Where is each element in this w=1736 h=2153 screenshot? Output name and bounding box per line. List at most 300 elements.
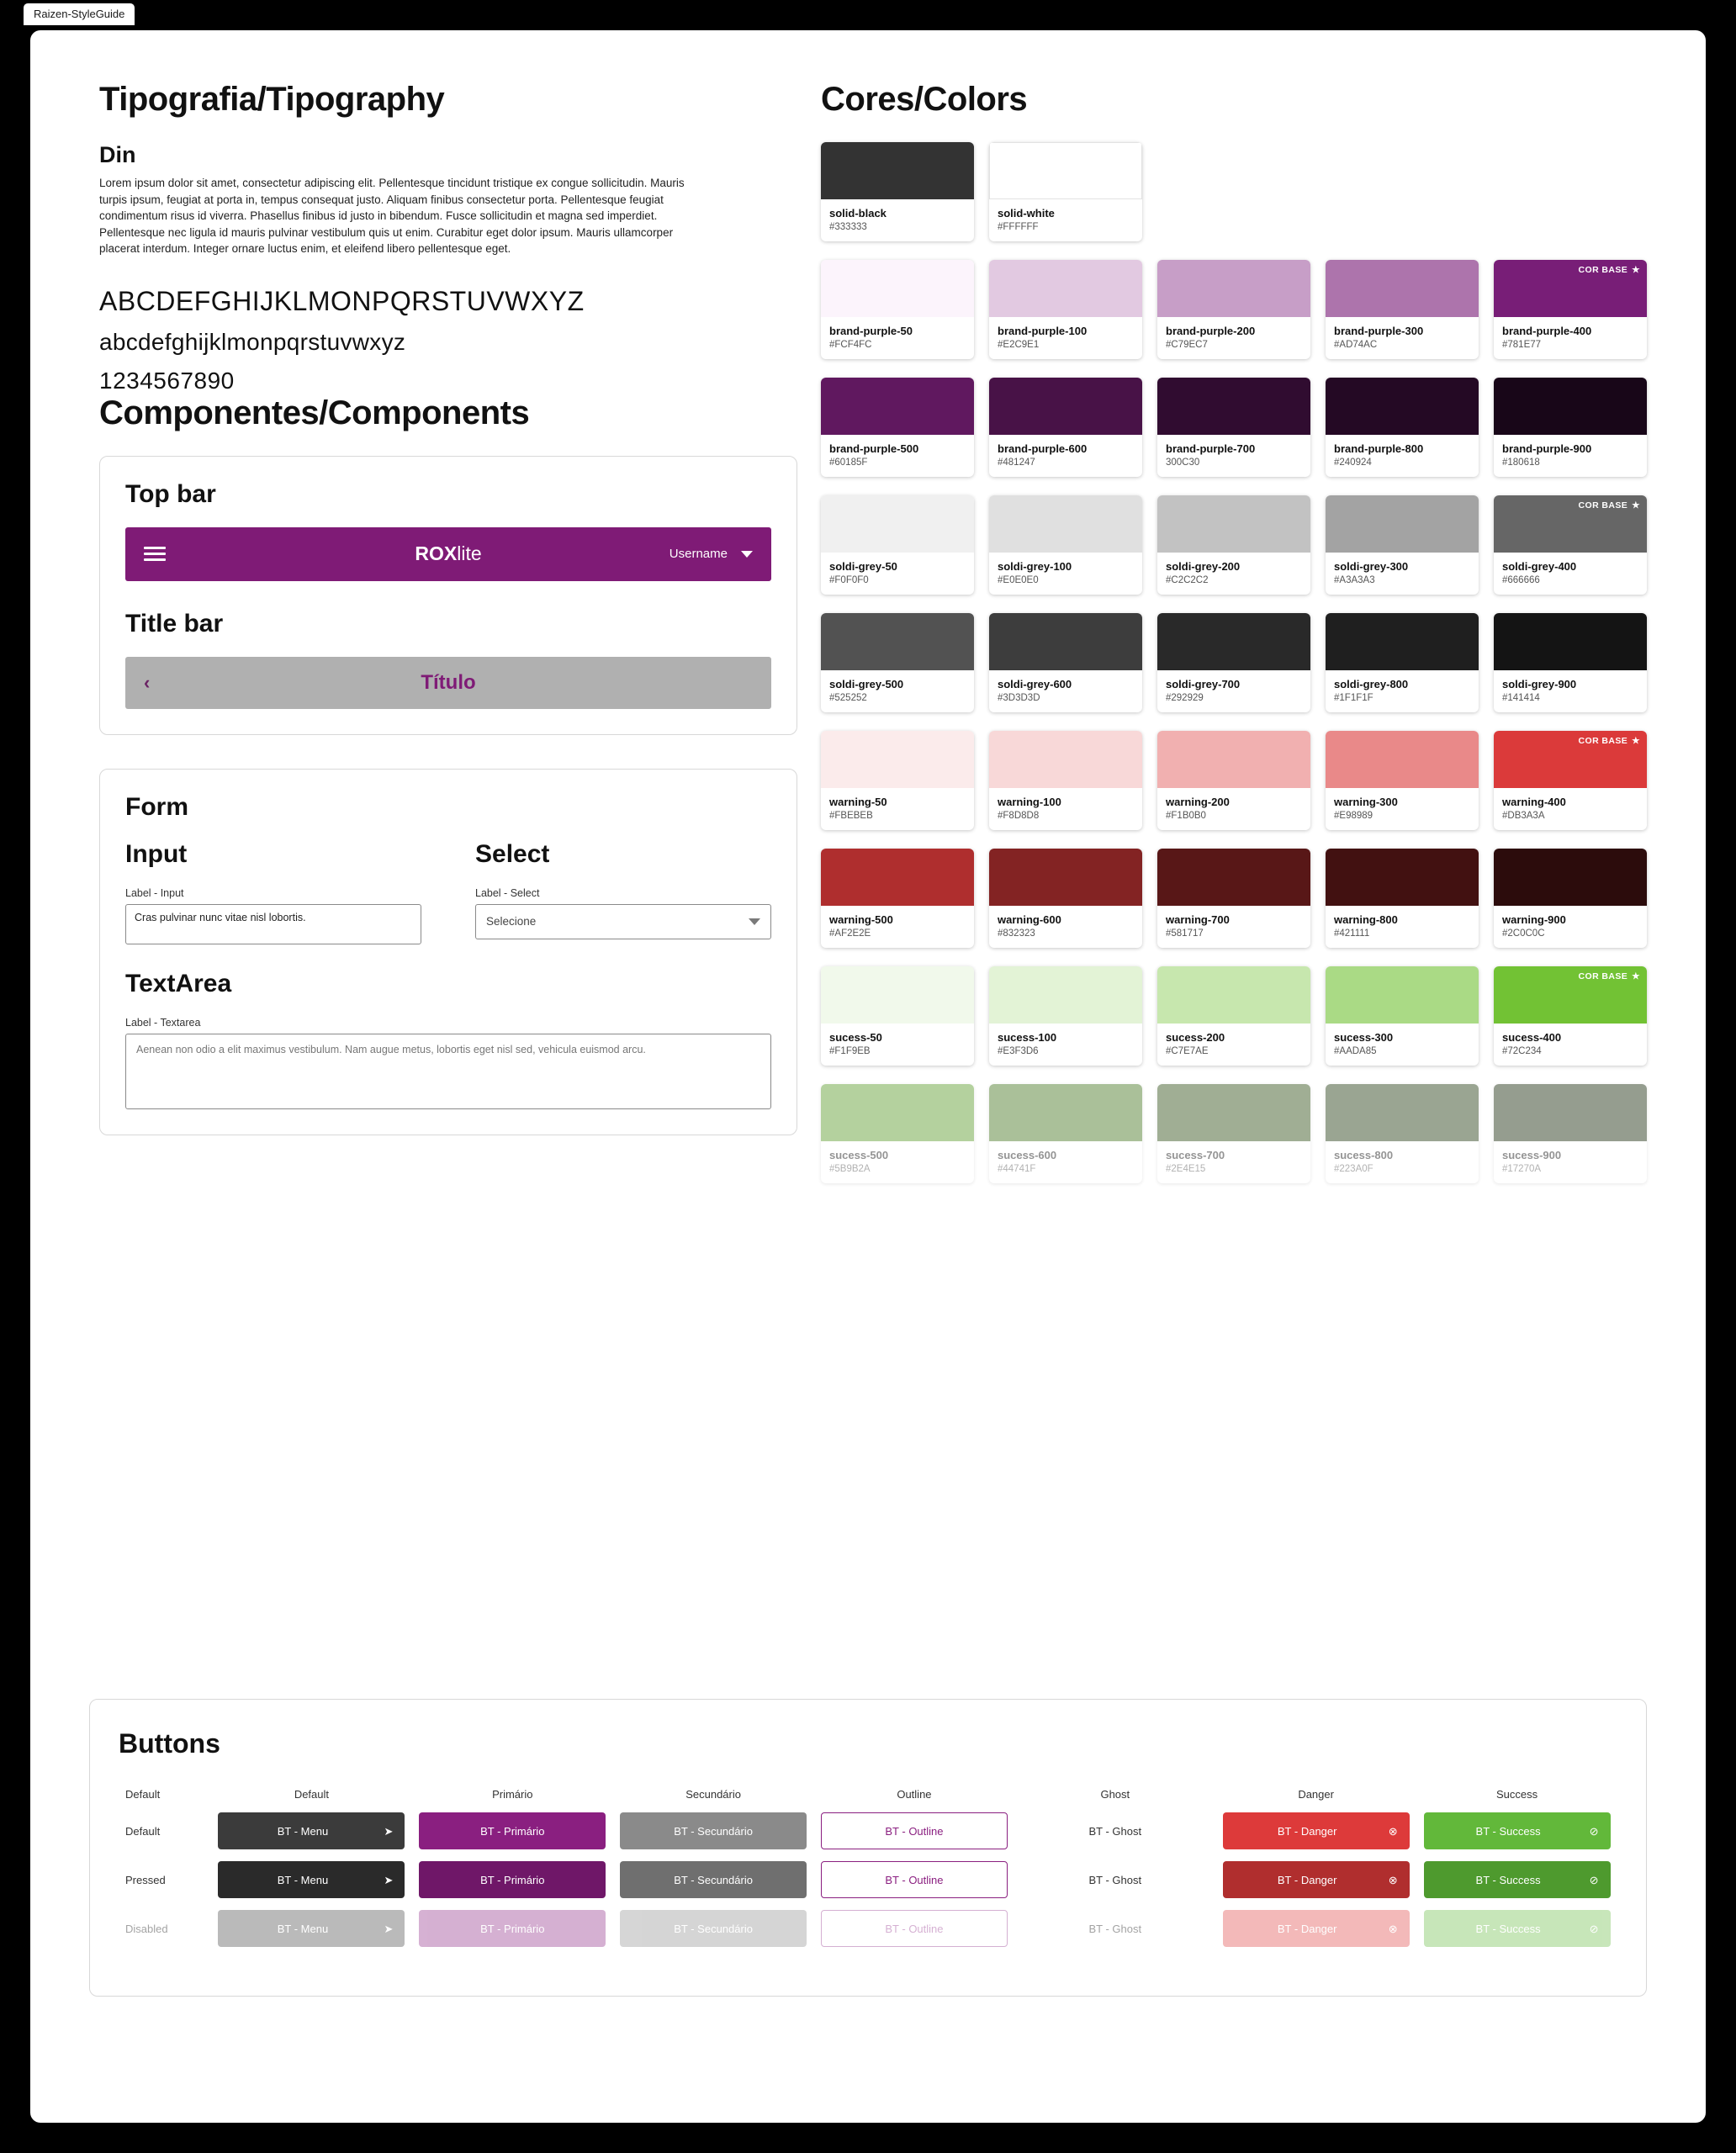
color-hex: #1F1F1F [1334, 693, 1373, 703]
browser-tab[interactable]: Raizen-StyleGuide [24, 3, 135, 25]
cor-base-badge [1579, 971, 1640, 981]
cell-menu-default [211, 1812, 412, 1861]
color-hex: #AF2E2E [829, 928, 871, 939]
color-name: brand-purple-900 [1502, 442, 1592, 455]
color-chip [1494, 966, 1647, 1024]
color-meta [1494, 1024, 1647, 1066]
color-hex: #141414 [1502, 693, 1540, 703]
arrow-right-icon: ➤ [384, 1824, 394, 1838]
color-name: brand-purple-700 [1166, 442, 1256, 455]
button-primary-pressed[interactable] [419, 1861, 606, 1898]
table-row [119, 1812, 1617, 1861]
cor-base-label: COR BASE [1578, 736, 1628, 746]
color-meta [821, 1141, 974, 1183]
button-success-pressed[interactable] [1424, 1861, 1611, 1898]
color-swatch[interactable] [1157, 731, 1310, 830]
cell-menu-disabled [211, 1910, 412, 1959]
check-circle-icon: ⊘ [1589, 1873, 1599, 1886]
color-meta [1157, 435, 1310, 477]
textarea-heading: TextArea [125, 969, 232, 997]
color-hex: #17270A [1502, 1164, 1542, 1174]
chevron-down-icon[interactable] [749, 918, 760, 925]
button-label: BT - Primário [480, 1922, 545, 1935]
column-header-default: Default [294, 1788, 330, 1801]
color-swatch[interactable] [989, 731, 1142, 830]
buttons-table [119, 1788, 1617, 1959]
color-name: soldi-grey-50 [829, 560, 897, 573]
select-heading: Select [475, 839, 550, 868]
glyphs-uppercase: ABCDEFGHIJKLMONPQRSTUVWXYZ [99, 285, 585, 316]
color-swatch[interactable] [989, 966, 1142, 1066]
button-success-default[interactable] [1424, 1812, 1611, 1849]
color-chip [821, 495, 974, 553]
color-name: solid-black [829, 207, 887, 220]
color-chip [1157, 849, 1310, 906]
color-name: warning-500 [829, 913, 893, 926]
color-chip [989, 613, 1142, 670]
form-select-column [475, 840, 771, 944]
color-hex: #E3F3D6 [998, 1046, 1039, 1056]
column-header-danger: Danger [1298, 1788, 1334, 1801]
color-name: brand-purple-300 [1334, 325, 1424, 337]
button-outline-disabled [821, 1910, 1008, 1947]
cor-base-badge [1579, 736, 1640, 746]
color-hex: #C2C2C2 [1166, 575, 1209, 585]
color-hex: #E0E0E0 [998, 575, 1039, 585]
button-outline-pressed[interactable] [821, 1861, 1008, 1898]
color-swatch[interactable] [821, 495, 974, 595]
color-chip [1494, 260, 1647, 317]
cell-secondary-disabled [613, 1910, 814, 1959]
color-swatch[interactable] [821, 613, 974, 712]
color-chip [989, 142, 1142, 199]
button-menu-default[interactable] [218, 1812, 405, 1849]
color-name: brand-purple-50 [829, 325, 913, 337]
input-heading: Input [125, 839, 188, 868]
button-label: BT - Ghost [1088, 1922, 1142, 1935]
color-swatch[interactable] [1157, 1084, 1310, 1183]
title-bar-label: Título [421, 670, 476, 694]
color-chip [1494, 613, 1647, 670]
color-chip [989, 849, 1142, 906]
color-chip [1326, 613, 1479, 670]
color-name: warning-300 [1334, 796, 1398, 808]
color-hex: #FBEBEB [829, 811, 873, 821]
color-name: sucess-300 [1334, 1031, 1394, 1044]
check-circle-icon: ⊘ [1589, 1922, 1599, 1935]
color-hex: #525252 [829, 693, 867, 703]
color-swatch[interactable] [989, 849, 1142, 948]
color-name: sucess-900 [1502, 1149, 1562, 1161]
color-chip [821, 1084, 974, 1141]
color-hex: #2C0C0C [1502, 928, 1545, 939]
color-hex: #223A0F [1334, 1164, 1373, 1174]
cor-base-label: COR BASE [1578, 500, 1628, 510]
color-hex: #DB3A3A [1502, 811, 1545, 821]
titlebar-card-title: Title bar [125, 609, 224, 637]
color-meta [1326, 788, 1479, 830]
color-swatch[interactable] [821, 849, 974, 948]
cor-base-label: COR BASE [1578, 265, 1628, 275]
color-meta [1326, 435, 1479, 477]
color-swatch[interactable] [1157, 378, 1310, 477]
color-meta [1494, 553, 1647, 595]
color-chip [1157, 731, 1310, 788]
cancel-icon: ⊗ [1388, 1922, 1398, 1935]
colors-heading: Cores/Colors [821, 81, 1028, 118]
color-swatch[interactable] [1326, 260, 1479, 359]
color-meta [989, 1141, 1142, 1183]
color-name: warning-700 [1166, 913, 1230, 926]
color-chip [1157, 378, 1310, 435]
color-name: warning-50 [829, 796, 887, 808]
form-card [99, 769, 797, 1135]
color-name: brand-purple-800 [1334, 442, 1424, 455]
color-chip [1157, 495, 1310, 553]
button-danger-disabled [1223, 1910, 1410, 1947]
cell-primary-disabled [412, 1910, 613, 1959]
button-label: BT - Success [1475, 1873, 1541, 1886]
cell-primary-default [412, 1812, 613, 1861]
color-row [821, 378, 1662, 477]
color-swatch-container [821, 142, 1662, 1183]
color-chip [1157, 1084, 1310, 1141]
cell-success-pressed [1416, 1861, 1617, 1910]
color-swatch[interactable] [989, 378, 1142, 477]
color-chip [1326, 731, 1479, 788]
color-swatch[interactable] [1157, 613, 1310, 712]
color-meta [1326, 1141, 1479, 1183]
cancel-icon: ⊗ [1388, 1873, 1398, 1886]
color-name: brand-purple-100 [998, 325, 1088, 337]
topbar-card [99, 456, 797, 735]
left-column [99, 81, 797, 1169]
cell-menu-pressed [211, 1861, 412, 1910]
color-hex: #333333 [829, 222, 867, 232]
cell-ghost-default [1014, 1812, 1215, 1861]
color-swatch[interactable] [1326, 613, 1479, 712]
button-label: BT - Secundário [674, 1922, 753, 1935]
button-label: BT - Outline [885, 1824, 944, 1838]
color-swatch[interactable] [1494, 378, 1647, 477]
button-secondary-disabled [620, 1910, 807, 1947]
color-meta [989, 317, 1142, 359]
color-swatch[interactable] [1326, 849, 1479, 948]
color-meta [1157, 317, 1310, 359]
color-swatch[interactable] [1326, 731, 1479, 830]
select-label: Label - Select [475, 886, 540, 899]
color-name: sucess-800 [1334, 1149, 1394, 1161]
color-swatch[interactable] [1494, 1084, 1647, 1183]
textarea-input[interactable]: Aenean non odio a elit maximus vestibulum. Nam augue metus, lobortis eget nisl sed, vehicula euismod arcu. [125, 1034, 771, 1109]
color-swatch[interactable] [989, 613, 1142, 712]
color-chip [989, 495, 1142, 553]
color-row [821, 966, 1662, 1066]
state-label-default: Default [125, 1824, 161, 1838]
color-meta [989, 670, 1142, 712]
color-hex: #781E77 [1502, 340, 1542, 350]
color-chip [821, 731, 974, 788]
button-label: BT - Success [1475, 1922, 1541, 1935]
chevron-down-icon[interactable] [741, 551, 753, 558]
color-chip [989, 378, 1142, 435]
color-name: sucess-100 [998, 1031, 1057, 1044]
color-hex: #60185F [829, 458, 868, 468]
color-swatch[interactable] [1326, 966, 1479, 1066]
button-ghost-pressed[interactable] [1022, 1861, 1209, 1898]
cell-success-default [1416, 1812, 1617, 1861]
color-name: soldi-grey-200 [1166, 560, 1241, 573]
color-hex: #F8D8D8 [998, 811, 1040, 821]
color-hex: #44741F [998, 1164, 1036, 1174]
color-chip [1326, 966, 1479, 1024]
buttons-title: Buttons [119, 1728, 220, 1759]
star-icon: ★ [1632, 971, 1640, 981]
color-name: sucess-500 [829, 1149, 889, 1161]
color-row [821, 142, 1662, 241]
color-name: soldi-grey-600 [998, 678, 1072, 690]
color-swatch[interactable] [821, 142, 974, 241]
color-swatch[interactable] [821, 260, 974, 359]
button-outline-default[interactable] [821, 1812, 1008, 1849]
button-danger-default[interactable] [1223, 1812, 1410, 1849]
textarea-label: Label - Textarea [125, 1016, 201, 1029]
color-swatch[interactable] [989, 260, 1142, 359]
style-guide-page [30, 30, 1706, 2123]
button-secondary-pressed[interactable] [620, 1861, 807, 1898]
color-meta [1326, 1024, 1479, 1066]
arrow-right-icon: ➤ [384, 1922, 394, 1935]
cell-ghost-disabled [1014, 1910, 1215, 1959]
color-hex: #F0F0F0 [829, 575, 869, 585]
color-swatch[interactable] [1494, 966, 1647, 1066]
button-label: BT - Ghost [1088, 1824, 1142, 1838]
color-meta [989, 435, 1142, 477]
color-meta [1494, 435, 1647, 477]
color-meta [989, 788, 1142, 830]
top-bar-component[interactable] [125, 527, 771, 581]
color-swatch[interactable] [1494, 731, 1647, 830]
button-label: BT - Menu [277, 1922, 329, 1935]
button-success-disabled [1424, 1910, 1611, 1947]
color-meta [1494, 1141, 1647, 1183]
title-bar-component [125, 657, 771, 709]
button-label: BT - Menu [277, 1824, 329, 1838]
button-label: BT - Danger [1277, 1873, 1337, 1886]
color-hex: #3D3D3D [998, 693, 1040, 703]
color-hex: #292929 [1166, 693, 1204, 703]
color-swatch[interactable] [1326, 378, 1479, 477]
color-meta [1326, 670, 1479, 712]
form-card-title: Form [125, 792, 188, 821]
color-row [821, 731, 1662, 830]
color-swatch[interactable] [989, 142, 1142, 241]
color-swatch[interactable] [821, 966, 974, 1066]
color-name: soldi-grey-900 [1502, 678, 1577, 690]
state-label-pressed: Pressed [125, 1873, 166, 1886]
cell-ghost-pressed [1014, 1861, 1215, 1910]
button-label: BT - Success [1475, 1824, 1541, 1838]
color-hex: #832323 [998, 928, 1035, 939]
color-meta [1494, 670, 1647, 712]
font-name: Din [99, 142, 136, 167]
button-danger-pressed[interactable] [1223, 1861, 1410, 1898]
color-name: warning-800 [1334, 913, 1398, 926]
color-hex: #FFFFFF [998, 222, 1039, 232]
color-swatch[interactable] [821, 378, 974, 477]
cell-outline-default [814, 1812, 1015, 1861]
color-meta [1326, 553, 1479, 595]
color-swatch[interactable] [1157, 966, 1310, 1066]
color-name: brand-purple-500 [829, 442, 919, 455]
cell-danger-default [1215, 1812, 1416, 1861]
color-chip [821, 142, 974, 199]
column-header-outline: Outline [897, 1788, 932, 1801]
button-label: BT - Danger [1277, 1824, 1337, 1838]
color-chip [989, 966, 1142, 1024]
color-name: soldi-grey-500 [829, 678, 904, 690]
text-input[interactable]: Cras pulvinar nunc vitae nisl lobortis. [125, 904, 421, 944]
color-chip [1157, 966, 1310, 1024]
color-swatch[interactable] [1494, 260, 1647, 359]
color-meta [1157, 1141, 1310, 1183]
table-row [119, 1910, 1617, 1959]
color-swatch[interactable] [1326, 495, 1479, 595]
user-menu[interactable] [670, 547, 753, 561]
button-primary-disabled [419, 1910, 606, 1947]
glyphs-lowercase: abcdefghijklmonpqrstuvwxyz [99, 328, 406, 355]
right-column [821, 81, 1662, 1202]
color-swatch[interactable] [989, 495, 1142, 595]
select-value: Selecione [486, 915, 537, 928]
color-row [821, 260, 1662, 359]
button-menu-pressed[interactable] [218, 1861, 405, 1898]
color-swatch[interactable] [821, 1084, 974, 1183]
column-header-ghost: Ghost [1100, 1788, 1130, 1801]
cell-secondary-default [613, 1812, 814, 1861]
color-swatch[interactable] [989, 1084, 1142, 1183]
table-row [119, 1861, 1617, 1910]
color-hex: #C79EC7 [1166, 340, 1208, 350]
color-hex: #AD74AC [1334, 340, 1378, 350]
check-circle-icon: ⊘ [1589, 1824, 1599, 1838]
color-swatch[interactable] [1157, 849, 1310, 948]
color-name: warning-400 [1502, 796, 1566, 808]
color-chip [821, 260, 974, 317]
hamburger-menu-icon[interactable] [144, 543, 166, 564]
button-ghost-default[interactable] [1022, 1812, 1209, 1849]
cor-base-badge [1579, 265, 1640, 275]
button-label: BT - Menu [277, 1873, 329, 1886]
color-hex: #E2C9E1 [998, 340, 1040, 350]
color-swatch[interactable] [1157, 495, 1310, 595]
button-secondary-default[interactable] [620, 1812, 807, 1849]
color-swatch[interactable] [1157, 260, 1310, 359]
form-input-column [125, 840, 421, 944]
color-meta [821, 670, 974, 712]
color-hex: #E98989 [1334, 811, 1373, 821]
color-swatch[interactable] [1326, 1084, 1479, 1183]
cell-danger-pressed [1215, 1861, 1416, 1910]
color-hex: #180618 [1502, 458, 1540, 468]
form-grid [125, 840, 771, 944]
color-row [821, 1084, 1662, 1183]
color-meta [821, 317, 974, 359]
logo-bold-text: ROX [415, 542, 458, 565]
color-hex: #F1F9EB [829, 1046, 871, 1056]
color-swatch[interactable] [821, 731, 974, 830]
cell-outline-disabled [814, 1910, 1015, 1959]
color-swatch[interactable] [1494, 613, 1647, 712]
typography-heading: Tipografia/Tipography [99, 81, 445, 118]
color-meta [1157, 788, 1310, 830]
color-meta [989, 906, 1142, 948]
color-meta [1157, 553, 1310, 595]
color-chip [1326, 849, 1479, 906]
color-chip [821, 849, 974, 906]
color-chip [821, 378, 974, 435]
color-name: brand-purple-400 [1502, 325, 1592, 337]
logo-light-text: lite [457, 542, 482, 565]
color-hex: #AADA85 [1334, 1046, 1377, 1056]
color-hex: #A3A3A3 [1334, 575, 1375, 585]
color-meta [821, 906, 974, 948]
color-chip [989, 260, 1142, 317]
color-hex: #F1B0B0 [1166, 811, 1206, 821]
cell-success-disabled [1416, 1910, 1617, 1959]
color-chip [1157, 613, 1310, 670]
lorem-paragraph: Lorem ipsum dolor sit amet, consectetur adipiscing elit. Pellentesque tincidunt tristique ex congue sollicitudin. Mauris turpis ipsum, feugiat at porta in, tempus consequat justo. Aliquam finibus consectetur porta. Pellentesque feugiat condimentum risus id viverra. Phasellus finibus id justo in bibendum. Fusce sollicitudin et magna sed imperdiet. Pellentesque nec ligula id mauris pulvinar vestibulum quis ut enim. Curabitur eget dolor ipsum. Mauris ullamcorper placerat interdum. Integer ornare luctus enim, et eleifend libero pellentesque eget. [99, 177, 685, 256]
button-label: BT - Primário [480, 1824, 545, 1838]
color-meta [821, 199, 974, 241]
button-label: BT - Ghost [1088, 1873, 1142, 1886]
color-row [821, 495, 1662, 595]
buttons-card [89, 1699, 1647, 1997]
color-name: brand-purple-600 [998, 442, 1088, 455]
color-name: soldi-grey-700 [1166, 678, 1241, 690]
column-header-success: Success [1495, 1788, 1538, 1801]
button-label: BT - Secundário [674, 1873, 753, 1886]
color-chip [821, 613, 974, 670]
color-meta [1494, 788, 1647, 830]
components-heading: Componentes/Components [99, 394, 530, 431]
color-swatch[interactable] [1494, 495, 1647, 595]
button-primary-default[interactable] [419, 1812, 606, 1849]
color-hex: #240924 [1334, 458, 1372, 468]
color-name: soldi-grey-300 [1334, 560, 1409, 573]
cancel-icon: ⊗ [1388, 1824, 1398, 1838]
color-chip [1494, 1084, 1647, 1141]
cell-danger-disabled [1215, 1910, 1416, 1959]
back-arrow-icon[interactable]: ‹ [144, 671, 151, 693]
color-meta [1157, 670, 1310, 712]
color-meta [989, 199, 1142, 241]
color-swatch[interactable] [1494, 849, 1647, 948]
color-chip [1157, 260, 1310, 317]
input-label: Label - Input [125, 886, 184, 899]
glyph-set [99, 286, 797, 394]
browser-tab-bar [0, 0, 1736, 30]
username-label: Username [669, 547, 728, 562]
column-header-secondary: Secundário [685, 1788, 741, 1801]
color-chip [1494, 849, 1647, 906]
color-row [821, 613, 1662, 712]
color-chip [1494, 495, 1647, 553]
button-menu-disabled [218, 1910, 405, 1947]
star-icon: ★ [1632, 500, 1640, 510]
color-chip [1326, 1084, 1479, 1141]
select-dropdown[interactable] [475, 904, 771, 939]
